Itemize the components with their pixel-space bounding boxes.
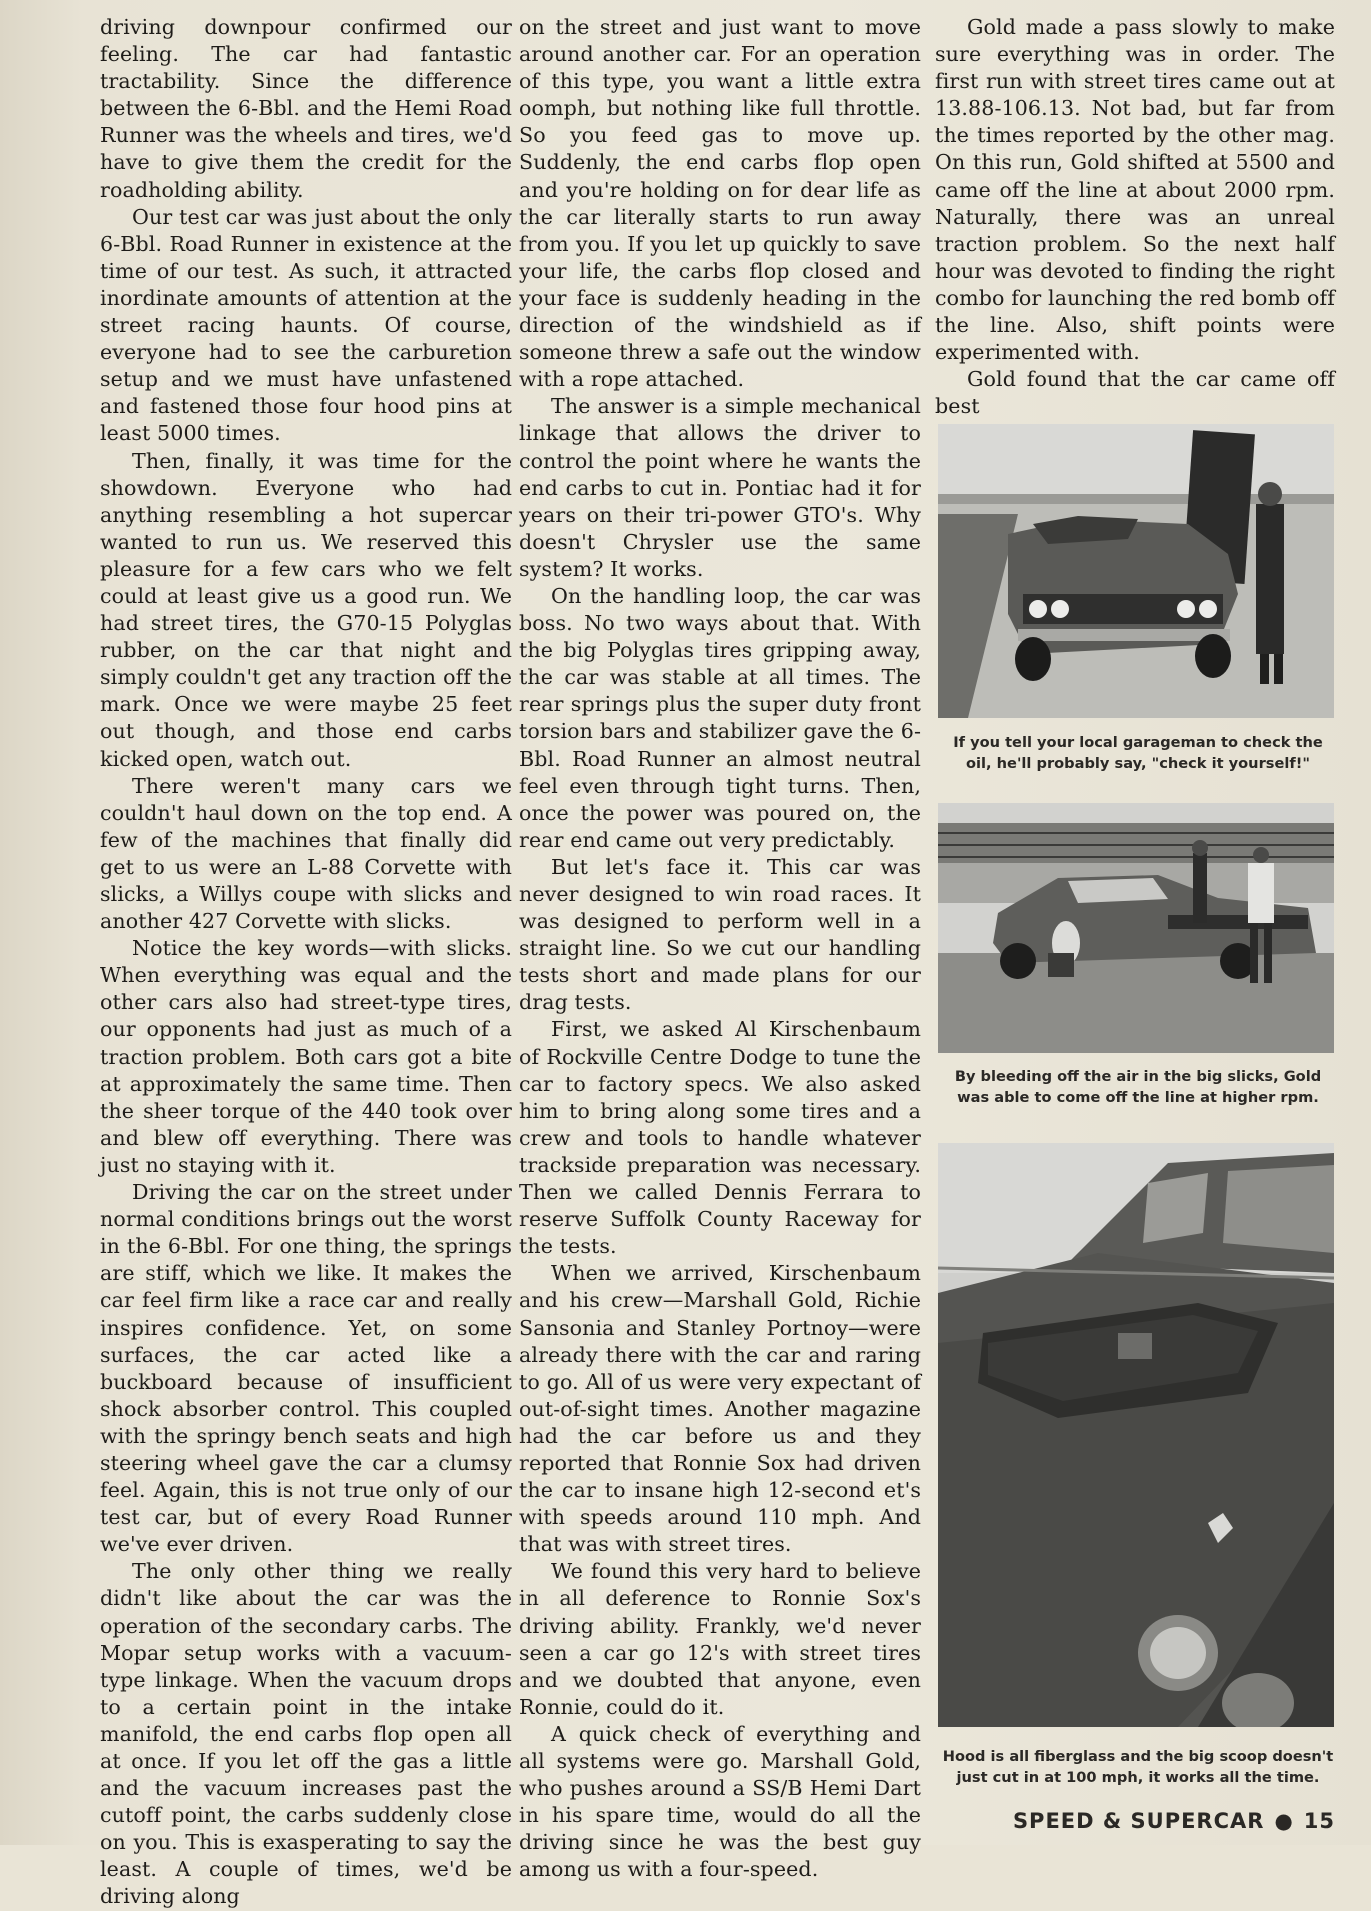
paragraph: driving downpour confirmed our feeling. The car had fantastic tractability. Since the difference between the 6-Bbl. and the Hemi Road Runner was the wheels and tires, we'd have to give them the credit for the roadholding ability. (100, 15, 512, 202)
paragraph: The answer is a simple mechanical linkage that allows the driver to control the point where he wants the end carbs to cut in. Pontiac had it for years on their tri-power GTO's. Why doesn't Chrysler use the same system? It works. (519, 394, 921, 581)
paragraph: on the street and just want to move around another car. For an operation of this type, you want a little extra oomph, but nothing like full throttle. So you feed gas to move up. Suddenly, the end carbs flop open and you're holding on for dear life as the car literally starts to run away from you. If you let up quickly to save your life, the carbs flop closed and your face is suddenly heading in the direction of the windshield as if someone threw a safe out the window with a rope attached. (519, 15, 921, 392)
text-column-1 (100, 14, 512, 1911)
paragraph: Our test car was just about the only 6-Bbl. Road Runner in existence at the time of our test. As such, it attracted inordinate amounts of attention at the street racing haunts. Of course, everyone had to see the carburetion setup and we must have unfastened and fastened those four hood pins at least 5000 times. (100, 204, 512, 446)
paragraph: A quick check of everything and all systems were go. Marshall Gold, who pushes around a SS/B Hemi Dart in his spare time, would do all the driving since he was the best guy among us with a four-speed. (519, 1721, 921, 1882)
paragraph: But let's face it. This car was never designed to win road races. It was designed to perform well in a straight line. So we cut our handling tests short and made plans for our drag tests. (519, 854, 921, 1015)
text-column-2 (519, 14, 921, 1883)
paragraph: We found this very hard to believe in all deference to Ronnie Sox's driving ability. Frankly, we'd never seen a car go 12's with street tires and we doubted that anyone, even Ronnie, could do it. (519, 1559, 921, 1719)
photo-car-at-track (938, 803, 1334, 1053)
text-column-3 (935, 14, 1335, 420)
car-photo-image (938, 424, 1334, 718)
paragraph: Gold made a pass slowly to make sure everything was in order. The first run with street tires came out at 13.88-106.13. Not bad, but far from the times reported by the other mag. On this run, Gold shifted at 5500 and came off the line at about 2000 rpm. Naturally, there was an unreal traction problem. So the next half hour was devoted to finding the right combo for launching the red bomb off the line. Also, shift points were experimented with. (935, 15, 1335, 365)
photo-caption-2: By bleeding off the air in the big slicks, Gold was able to come off the line at higher rpm. (954, 1068, 1322, 1106)
paragraph: Then, finally, it was time for the showdown. Everyone who had anything resembling a hot supercar wanted to run us. We reserved this pleasure for a few cars who we felt could at least give us a good run. We had street tires, the G70-15 Polyglas rubber, on the car that night and simply couldn't get any traction off the mark. Once we were maybe 25 feet out though, and those end carbs kicked open, watch out. (100, 448, 512, 771)
paragraph: On the handling loop, the car was boss. No two ways about that. With the big Polyglas tires gripping away, the car was stable at all times. The rear springs plus the super duty front torsion bars and stabilizer gave the 6-Bbl. Road Runner an almost neutral feel even through tight turns. Then, once the power was poured on, the rear end came out very predictably. (519, 583, 921, 852)
paragraph: Driving the car on the street under normal conditions brings out the worst in the 6-Bbl. For one thing, the springs are stiff, which we like. It makes the car feel firm like a race car and really inspires confidence. Yet, on some surfaces, the car acted like a buckboard because of insufficient shock absorber control. This coupled with the springy bench seats and high steering wheel gave the car a clumsy feel. Again, this is not true only of our test car, but of every Road Runner we've ever driven. (100, 1180, 512, 1557)
page-footer (1013, 1809, 1335, 1833)
paragraph: There weren't many cars we couldn't haul down on the top end. A few of the machines that finally did get to us were an L-88 Corvette with slicks, a Willys coupe with slicks and another 427 Corvette with slicks. (100, 773, 512, 934)
paragraph: When we arrived, Kirschenbaum and his crew—Marshall Gold, Richie Sansonia and Stanley Portnoy—were already there with the car and raring to go. All of us were very expectant of out-of-sight times. Another magazine had the car before us and they reported that Ronnie Sox had driven the car to insane high 12-second et's with speeds around 110 mph. And that was with street tires. (519, 1261, 921, 1557)
magazine-title: SPEED & SUPERCAR (1012, 1809, 1265, 1833)
photo-caption-3: Hood is all fiberglass and the big scoop doesn't just cut in at 100 mph, it works all the time. (942, 1748, 1334, 1786)
bullet-separator: ● (1274, 1809, 1294, 1833)
paragraph: Notice the key words—with slicks. When everything was equal and the other cars also had street-type tires, our opponents had just as much of a traction problem. Both cars got a bite at approximately the same time. Then the sheer torque of the 440 took over and blew off everything. There was just no staying with it. (100, 936, 512, 1177)
track-photo-image (938, 803, 1334, 1053)
paragraph: The only other thing we really didn't like about the car was the operation of the secondary carbs. The Mopar setup works with a vacuum-type linkage. When the vacuum drops to a certain point in the intake manifold, the end carbs flop open all at once. If you let off the gas a little and the vacuum increases past the cutoff point, the carbs suddenly close on you. This is exasperating to say the least. A couple of times, we'd be driving along (100, 1559, 512, 1909)
photo-car-hood-open (938, 424, 1334, 718)
paragraph: Gold found that the car came off best (935, 367, 1335, 419)
photo-hood-scoop (938, 1143, 1334, 1727)
paragraph: First, we asked Al Kirschenbaum of Rockville Centre Dodge to tune the car to factory specs. We also asked him to bring along some tires and a crew and tools to handle whatever trackside preparation was necessary. Then we called Dennis Ferrara to reserve Suffolk County Raceway for the tests. (519, 1017, 921, 1259)
hood-photo-image (938, 1143, 1334, 1727)
page-number: 15 (1303, 1809, 1335, 1833)
photo-caption-1: If you tell your local garageman to check the oil, he'll probably say, "check it yourself!" (953, 734, 1323, 772)
